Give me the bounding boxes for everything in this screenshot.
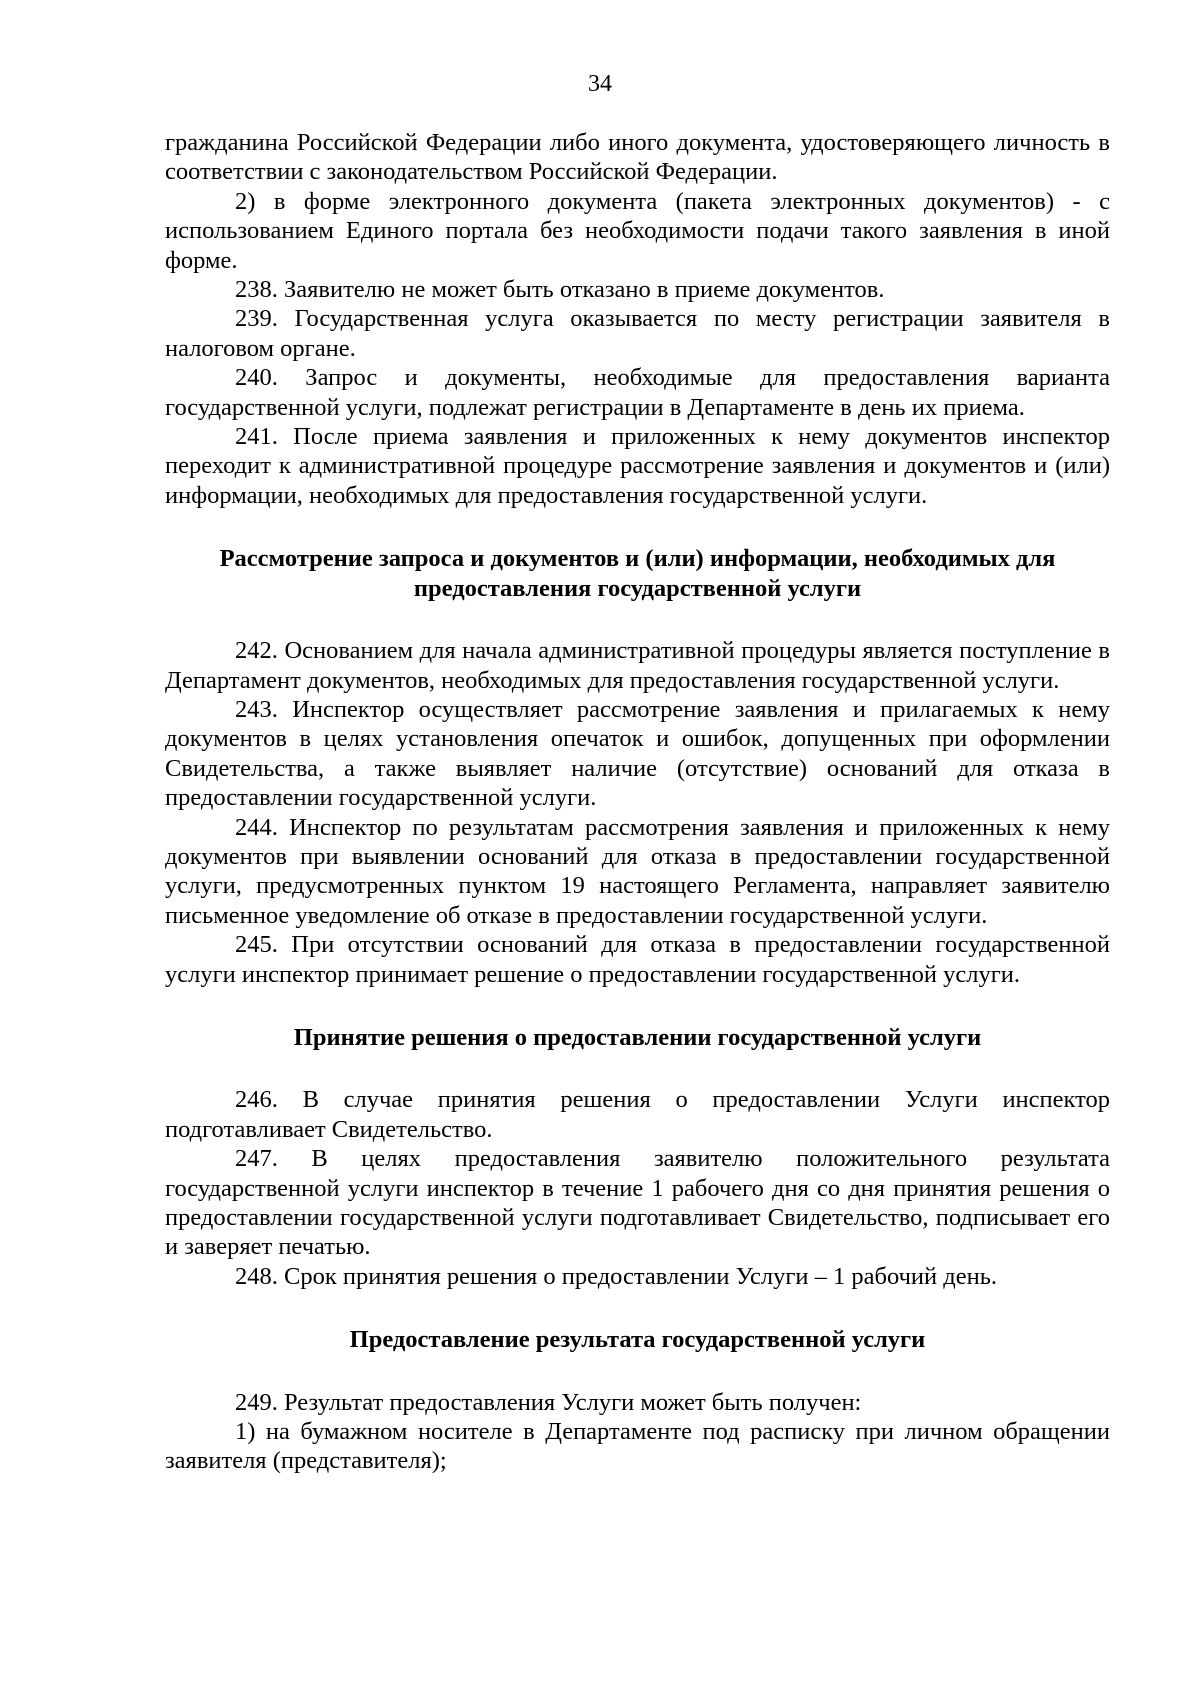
paragraph-246: 246. В случае принятия решения о предоставлении Услуги инспектор подготавливает Свидетельство. bbox=[165, 1086, 1110, 1143]
paragraph-245: 245. При отсутствии оснований для отказа в предоставлении государственной услуги инспектор принимает решение о предоставлении государственной услуги. bbox=[165, 931, 1110, 988]
paragraph-239: 239. Государственная услуга оказывается по месту регистрации заявителя в налоговом органе. bbox=[165, 305, 1110, 362]
paragraph-248: 248. Срок принятия решения о предоставлении Услуги – 1 рабочий день. bbox=[235, 1262, 998, 1290]
paragraph-item-2: 2) в форме электронного документа (пакета электронных документов) - с использованием Единого портала без необходимости подачи такого заявления в иной форме. bbox=[165, 187, 1110, 274]
document-body bbox=[165, 128, 1110, 1476]
page-number: 34 bbox=[588, 71, 612, 97]
section-heading-review: Рассмотрение запроса и документов и (или) информации, необходимых для предоставления государственной услуги bbox=[219, 545, 1056, 602]
paragraph-249-item-1: 1) на бумажном носителе в Департаменте под расписку при личном обращении заявителя (представителя); bbox=[165, 1418, 1110, 1475]
section-heading-decision: Принятие решения о предоставлении государственной услуги bbox=[293, 1023, 982, 1051]
paragraph-247: 247. В целях предоставления заявителю положительного результата государственной услуги инспектор в течение 1 рабочего дня со дня принятия решения о предоставлении государственной услуги подготавливает Свидетельство, подписывает его и заверяет печатью. bbox=[165, 1145, 1110, 1261]
paragraph-241: 241. После приема заявления и приложенных к нему документов инспектор переходит к административной процедуре рассмотрение заявления и документов и (или) информации, необходимых для предоставления государственной услуги. bbox=[165, 423, 1110, 509]
paragraph-243: 243. Инспектор осуществляет рассмотрение заявления и прилагаемых к нему документов в целях установления опечаток и ошибок, допущенных при оформлении Свидетельства, а также выявляет наличие (отсутствие) оснований для отказа в предоставлении государственной услуги. bbox=[165, 695, 1110, 812]
paragraph-240: 240. Запрос и документы, необходимые для предоставления варианта государственной услуги, подлежат регистрации в Департаменте в день их приема. bbox=[165, 364, 1110, 421]
paragraph-continuation: гражданина Российской Федерации либо иного документа, удостоверяющего личность в соответствии с законодательством Российской Федерации. bbox=[165, 129, 1110, 186]
section-heading-result: Предоставление результата государственной услуги bbox=[349, 1326, 926, 1354]
paragraph-244: 244. Инспектор по результатам рассмотрения заявления и приложенных к нему документов при выявлении оснований для отказа в предоставлении государственной услуги, предусмотренных пунктом 19 настоящего Регламента, направляет заявителю письменное уведомление об отказе в предоставлении государственной услуги. bbox=[165, 813, 1110, 929]
paragraph-238: 238. Заявителю не может быть отказано в приеме документов. bbox=[235, 276, 885, 304]
paragraph-242: 242. Основанием для начала административной процедуры является поступление в Департамент документов, необходимых для предоставления государственной услуги. bbox=[165, 637, 1110, 694]
paragraph-249: 249. Результат предоставления Услуги может быть получен: bbox=[235, 1388, 862, 1416]
